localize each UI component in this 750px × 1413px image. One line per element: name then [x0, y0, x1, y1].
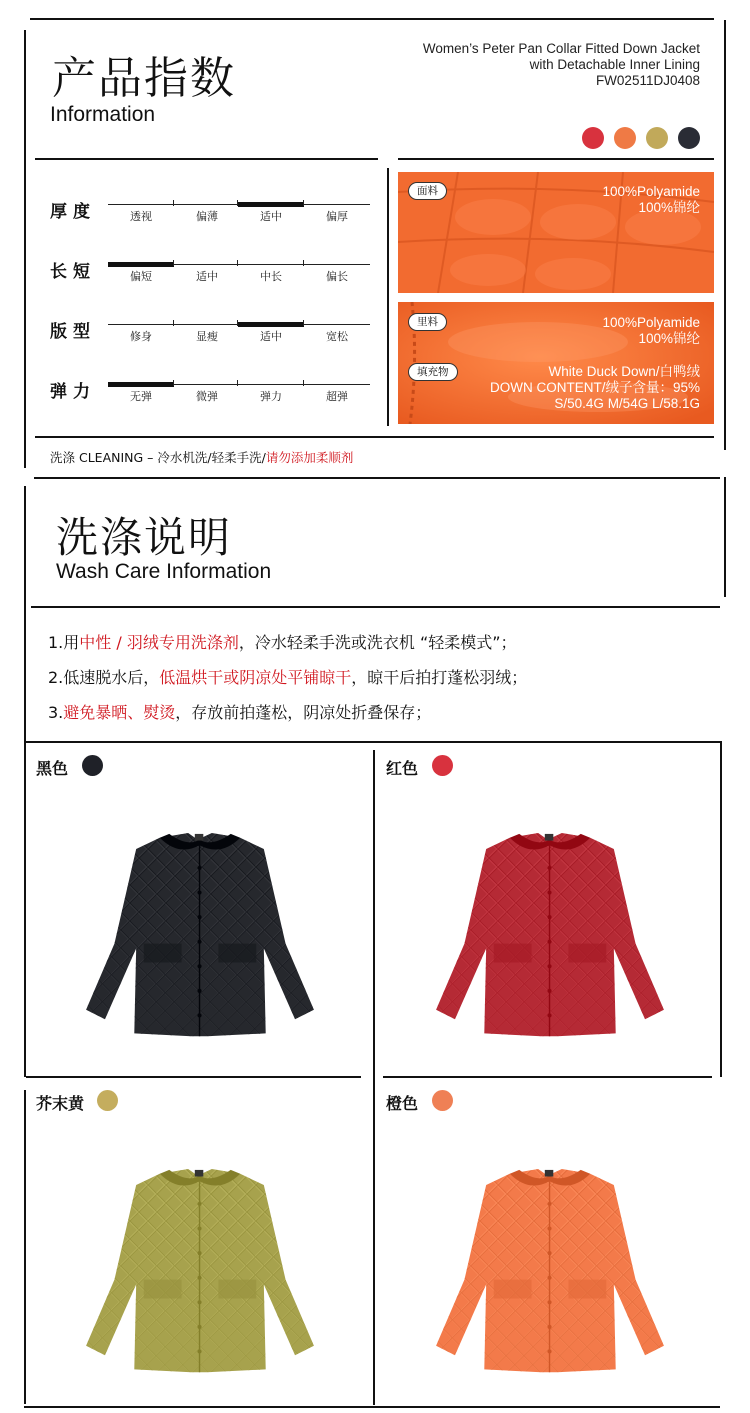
metric-tick [237, 320, 238, 326]
metric-option-line [238, 264, 304, 265]
swatch-dot [582, 127, 604, 149]
filling-text [490, 364, 700, 412]
metric-option-label: 偏厚 [326, 210, 348, 223]
metric-label: 版型 [50, 322, 96, 342]
metric-option-line [174, 324, 240, 325]
metric-option-label: 弹力 [260, 390, 282, 403]
lining-line2: 100%锦纶 [638, 331, 700, 346]
shell-line2: 100%锦纶 [638, 200, 700, 215]
grid-bottom-border [24, 1406, 720, 1408]
metric-option-label: 偏薄 [196, 210, 218, 223]
shell-line1: 100%Polyamide [602, 184, 700, 199]
filling-tag: 填充物 [408, 363, 458, 381]
metric-tick [303, 260, 304, 266]
metric-option-line [108, 382, 174, 387]
care-line-3-b: ，存放前拍蓬松，阴凉处折叠保存； [175, 703, 432, 722]
wash-title-cn: 洗涤说明 [56, 513, 233, 562]
wash-left-border [24, 486, 26, 748]
metric-tick [173, 260, 174, 266]
product-code: FW02511DJ0408 [595, 73, 700, 88]
jacket-image [70, 1160, 330, 1389]
care-line-1 [48, 630, 517, 653]
metric-option-label: 适中 [196, 270, 218, 283]
jacket-illustration [420, 824, 680, 1049]
color-dot [432, 755, 453, 776]
metric-tick [303, 320, 304, 326]
metric-option-line [238, 384, 304, 385]
color-name: 芥末黄 [36, 1094, 85, 1113]
grid-mid-divider-right [383, 1076, 712, 1078]
metric-option-line [304, 264, 370, 265]
metric-label: 弹力 [50, 382, 96, 402]
cleaning-warning: 请勿添加柔顺剂 [265, 450, 354, 465]
grid-mid-divider-left [26, 1076, 361, 1078]
metric-option-label: 偏长 [326, 270, 348, 283]
metric-option-line [174, 264, 240, 265]
care-line-3 [48, 700, 431, 723]
metric-option-line [304, 204, 370, 205]
wash-title-en: Wash Care Information [56, 560, 272, 583]
lining-fabric-text [602, 315, 700, 347]
metric-option-label: 偏短 [130, 270, 152, 283]
grid-left-border-bottom [24, 1090, 26, 1404]
metric-tick [303, 380, 304, 386]
metric-option-line [108, 204, 174, 205]
color-name: 橙色 [386, 1094, 419, 1113]
filling-line3: S/50.4G M/54G L/58.1G [554, 396, 700, 411]
metric-option-line [304, 384, 370, 385]
cleaning-divider [35, 436, 714, 438]
color-dot [82, 755, 103, 776]
metric-option-label: 微弹 [196, 390, 218, 403]
metric-option-label: 显瘦 [196, 330, 218, 343]
metric-tick [303, 200, 304, 206]
shell-fabric-panel [398, 172, 714, 293]
metrics-divider [387, 168, 389, 426]
metric-option-label: 中长 [260, 270, 282, 283]
grid-left-border-top [24, 741, 26, 1077]
jacket-image [420, 824, 680, 1053]
metric-tick [173, 380, 174, 386]
metric-tick [237, 260, 238, 266]
metric-tick [173, 200, 174, 206]
metric-option-label: 超弹 [326, 390, 348, 403]
cleaning-instruction [50, 448, 353, 466]
metric-option-label: 透视 [130, 210, 152, 223]
grid-right-border [720, 741, 722, 1077]
product-name-line2: with Detachable Inner Lining [529, 57, 700, 72]
care-line-3-red: 避免暴晒、熨烫 [63, 703, 176, 722]
metric-tick [237, 380, 238, 386]
color-name: 红色 [386, 759, 419, 778]
metric-label: 长短 [50, 262, 96, 282]
jacket-illustration [420, 1160, 680, 1385]
cleaning-prefix: 洗涤 CLEANING – 冷水机洗/轻柔手洗/ [50, 450, 266, 465]
color-dot [432, 1090, 453, 1111]
metric-option-label: 适中 [260, 330, 282, 343]
product-name [340, 41, 700, 89]
jacket-image [70, 824, 330, 1053]
metric-option-line [304, 324, 370, 325]
wash-top-border [34, 477, 720, 479]
colors-top-border [24, 741, 720, 743]
info-title-cn: 产品指数 [52, 53, 236, 104]
care-line-1-b: ，冷水轻柔手洗或洗衣机 “轻柔模式”； [238, 633, 517, 652]
top-border [30, 18, 714, 20]
wash-divider [31, 606, 720, 608]
metric-option-line [174, 384, 240, 385]
metric-tick [237, 200, 238, 206]
wash-right-border [724, 477, 726, 597]
filling-line1: White Duck Down/白鸭绒 [548, 364, 700, 379]
lining-fabric-panel [398, 302, 714, 424]
metric-option-line [108, 262, 174, 267]
filling-line2: DOWN CONTENT/绒子含量：95% [489, 380, 700, 395]
left-border [24, 30, 26, 468]
care-line-2-a: 2.低速脱水后， [48, 668, 160, 687]
right-border [724, 20, 726, 450]
care-line-1-red: 中性 / 羽绒专用洗涤剂 [79, 633, 239, 652]
metric-option-label: 无弹 [130, 390, 152, 403]
metric-option-line [108, 324, 174, 325]
lining-line1: 100%Polyamide [602, 315, 700, 330]
metric-tick [173, 320, 174, 326]
metric-label: 厚度 [50, 202, 96, 222]
swatch-dot [678, 127, 700, 149]
grid-center-divider [373, 750, 375, 1405]
metric-option-label: 修身 [130, 330, 152, 343]
metric-option-label: 宽松 [326, 330, 348, 343]
jacket-image [420, 1160, 680, 1389]
color-dot [97, 1090, 118, 1111]
jacket-illustration [70, 1160, 330, 1385]
product-name-line1: Women’s Peter Pan Collar Fitted Down Jacket [422, 41, 700, 56]
metric-option-line [174, 204, 240, 205]
lining-fabric-tag: 里料 [408, 313, 447, 331]
metric-option-line [238, 322, 304, 327]
care-line-2-red: 低温烘干或阴凉处平铺晾干 [159, 668, 352, 687]
metric-option-line [238, 202, 304, 207]
info-divider-left [35, 158, 378, 160]
jacket-illustration [70, 824, 330, 1049]
swatch-dot [614, 127, 636, 149]
info-divider-right [398, 158, 714, 160]
care-line-2-b: ，晾干后拍打蓬松羽绒； [351, 668, 528, 687]
color-name: 黑色 [36, 759, 69, 778]
swatch-dot [646, 127, 668, 149]
care-line-2 [48, 665, 527, 688]
info-title-en: Information [50, 103, 156, 126]
metric-option-label: 适中 [260, 210, 282, 223]
care-line-1-a: 1.用 [48, 633, 80, 652]
care-line-3-a: 3. [48, 703, 64, 722]
shell-fabric-text [602, 184, 700, 216]
shell-fabric-tag: 面料 [408, 182, 447, 200]
